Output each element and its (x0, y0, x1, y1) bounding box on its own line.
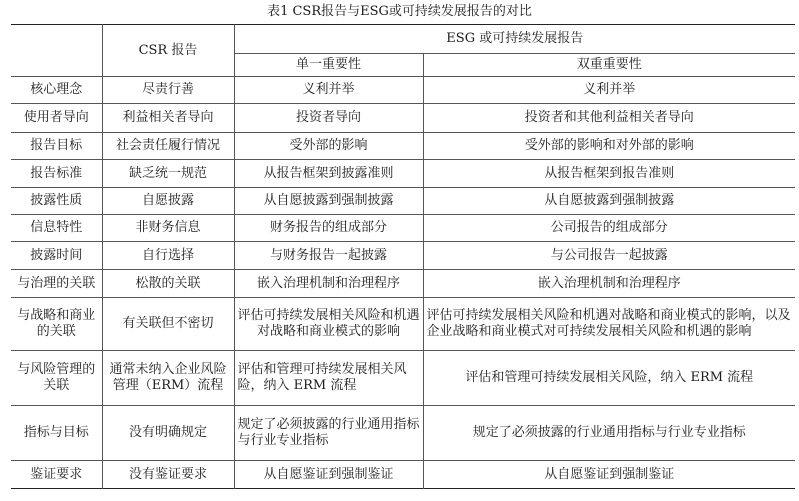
row-double: 评估和管理可持续发展相关风险，纳入 ERM 流程 (423, 351, 795, 406)
row-single: 财务报告的组成部分 (234, 215, 423, 242)
row-single: 义利并举 (234, 77, 423, 104)
row-single: 与财务报告一起披露 (234, 242, 423, 270)
row-double: 规定了必须披露的行业通用指标与行业专业指标 (423, 406, 795, 461)
row-csr: 松散的关联 (102, 270, 234, 298)
row-csr: 有关联但不密切 (102, 298, 234, 351)
table-row (11, 461, 795, 489)
table-row (11, 215, 795, 242)
row-csr: 通常未纳入企业风险管理（ERM）流程 (102, 351, 234, 406)
row-single: 受外部的影响 (234, 133, 423, 160)
row-double: 受外部的影响和对外部的影响 (423, 133, 795, 160)
header-double-materiality: 双重重要性 (423, 54, 795, 77)
row-double: 从自愿披露到强制披露 (423, 188, 795, 215)
row-single: 嵌入治理机制和治理程序 (234, 270, 423, 298)
row-aspect: 核心理念 (11, 77, 102, 104)
row-csr: 尽责行善 (102, 77, 234, 104)
row-aspect: 指标与目标 (11, 406, 102, 461)
row-csr: 利益相关者导向 (102, 104, 234, 133)
row-double: 与公司报告一起披露 (423, 242, 795, 270)
row-aspect: 报告标准 (11, 160, 102, 188)
table-row (11, 270, 795, 298)
row-csr: 社会责任履行情况 (102, 133, 234, 160)
header-aspect-cell (11, 25, 102, 77)
header-csr: CSR 报告 (102, 25, 234, 77)
row-aspect: 与战略和商业的关联 (11, 298, 102, 351)
table-row (11, 188, 795, 215)
row-double: 从自愿鉴证到强制鉴证 (423, 461, 795, 489)
row-aspect: 信息特性 (11, 215, 102, 242)
table-row (11, 104, 795, 133)
row-aspect: 鉴证要求 (30, 466, 83, 482)
row-csr: 非财务信息 (102, 215, 234, 242)
table-row (11, 298, 795, 351)
row-single: 评估和管理可持续发展相关风险，纳入 ERM 流程 (234, 351, 423, 406)
row-single: 从自愿披露到强制披露 (234, 188, 423, 215)
comparison-table (11, 24, 795, 489)
row-csr: 没有鉴证要求 (102, 461, 234, 489)
row-double: 从报告框架到报告准则 (423, 160, 795, 188)
row-aspect: 与风险管理的关联 (11, 351, 102, 406)
table-row (11, 160, 795, 188)
row-double: 嵌入治理机制和治理程序 (423, 270, 795, 298)
row-aspect: 披露性质 (11, 188, 102, 215)
row-aspect: 报告目标 (11, 133, 102, 160)
row-single: 投资者导向 (234, 104, 423, 133)
row-aspect: 与治理的关联 (11, 270, 102, 298)
row-single: 从自愿鉴证到强制鉴证 (234, 461, 423, 489)
row-single: 规定了必须披露的行业通用指标与行业专业指标 (234, 406, 423, 461)
row-double: 公司报告的组成部分 (423, 215, 795, 242)
header-row-top (11, 25, 795, 54)
header-esg: ESG 或可持续发展报告 (234, 25, 795, 54)
row-single: 评估可持续发展相关风险和机遇对战略和商业模式的影响 (234, 298, 423, 351)
table-row (11, 406, 795, 461)
row-double: 投资者和其他利益相关者导向 (423, 104, 795, 133)
header-single-materiality: 单一重要性 (234, 54, 423, 77)
row-aspect: 披露时间 (11, 242, 102, 270)
table-row (11, 133, 795, 160)
row-double: 评估可持续发展相关风险和机遇对战略和商业模式的影响，以及企业战略和商业模式对可持续发展相关风险和机遇的影响 (423, 298, 795, 351)
table-row (11, 242, 795, 270)
row-csr: 没有明确规定 (102, 406, 234, 461)
table-caption: 表1 CSR报告与ESG或可持续发展报告的对比 (267, 4, 532, 19)
row-double: 义利并举 (423, 77, 795, 104)
row-csr: 自愿披露 (102, 188, 234, 215)
row-single: 从报告框架到披露准则 (234, 160, 423, 188)
row-aspect: 使用者导向 (11, 104, 102, 133)
row-csr: 自行选择 (102, 242, 234, 270)
row-csr: 缺乏统一规范 (102, 160, 234, 188)
table-row (11, 351, 795, 406)
table-row (11, 77, 795, 104)
